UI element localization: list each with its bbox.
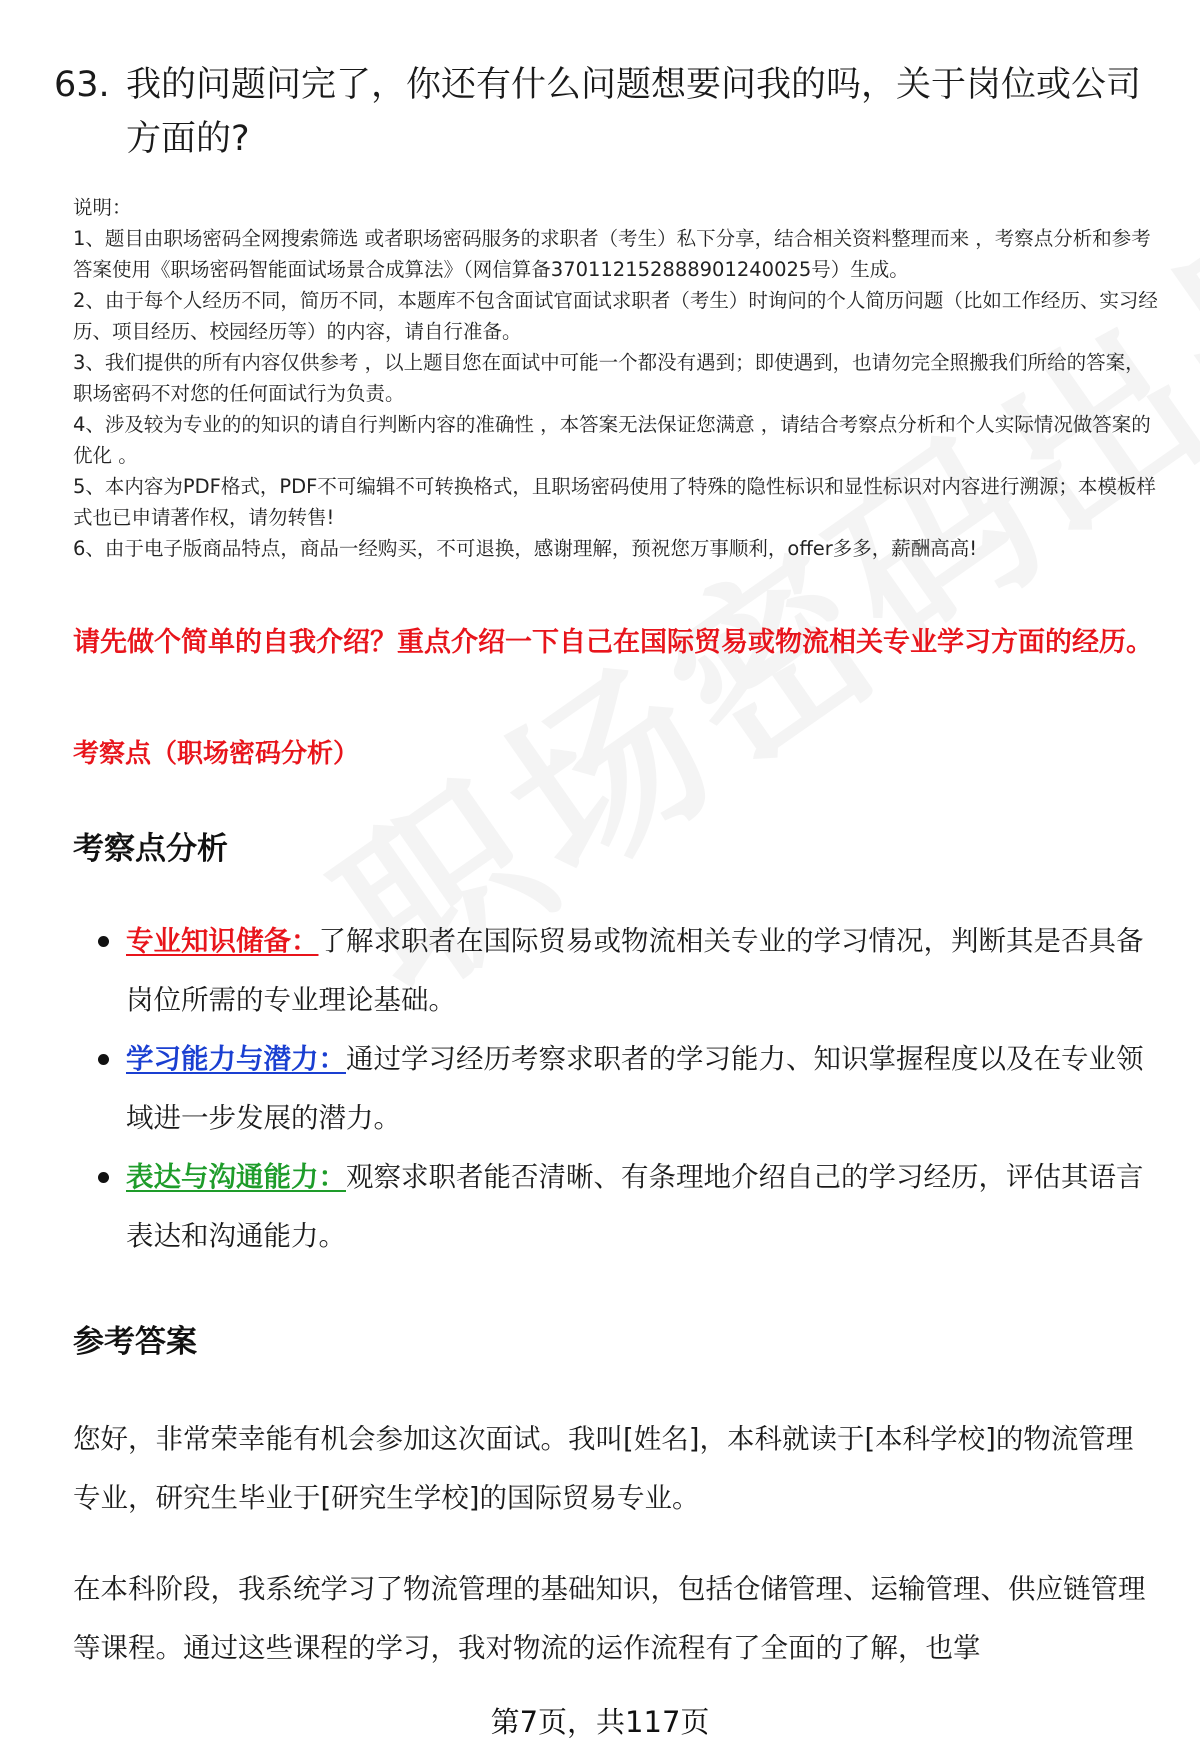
analysis-list xyxy=(98,912,1158,1266)
intro-question: 请先做个简单的自我介绍？重点介绍一下自己在国际贸易或物流相关专业学习方面的经历。 xyxy=(73,627,1153,658)
answer-paragraph: 您好，非常荣幸能有机会参加这次面试。我叫[姓名]，本科就读于[本科学校]的物流管理专业，研究生毕业于[研究生学校]的国际贸易专业。 xyxy=(73,1423,1134,1514)
bullet-icon xyxy=(98,1172,109,1183)
notes-item: 3、我们提供的所有内容仅供参考 ，以上题目您在面试中可能一个都没有遇到；即使遇到，也请勿完全照搬我们所给的答案，职场密码不对您的任何面试行为负责。 xyxy=(73,351,1145,405)
notes-item: 2、由于每个人经历不同，简历不同，本题库不包含面试官面试求职者（考生）时询问的个人简历问题（比如工作经历、实习经历、项目经历、校园经历等）的内容，请自行准备。 xyxy=(73,289,1158,343)
page-footer: 第7页，共117页 xyxy=(490,1705,710,1739)
bullet-icon xyxy=(98,936,109,947)
bullet-text: 了解求职者在国际贸易或物流相关专业的学习情况，判断其是否具备岗位所需的专业理论基础。 xyxy=(126,925,1144,1016)
list-item xyxy=(98,1148,1158,1266)
notes-item: 1、题目由职场密码全网搜索筛选 或者职场密码服务的求职者（考生）私下分享，结合相关资料整理而来 ，考察点分析和参考答案使用《职场密码智能面试场景合成算法》（网信算备370112152888901240025号）生成。 xyxy=(73,227,1151,281)
notes-item: 5、本内容为PDF格式，PDF不可编辑不可转换格式，且职场密码使用了特殊的隐性标识和显性标识对内容进行溯源；本模板样式也已申请著作权，请勿转售! xyxy=(73,475,1156,529)
notes-item: 4、涉及较为专业的的知识的请自行判断内容的准确性 ，本答案无法保证您满意 ，请结合考察点分析和个人实际情况做答案的优化 。 xyxy=(73,413,1151,467)
bullet-icon xyxy=(98,1054,109,1065)
notes-item: 6、由于电子版商品特点，商品一经购买，不可退换，感谢理解，预祝您万事顺利，offer多多，薪酬高高! xyxy=(73,537,978,560)
question-number: 63. xyxy=(54,65,110,105)
answer-heading: 参考答案 xyxy=(73,1324,197,1360)
question-title xyxy=(54,58,1154,166)
bullet-lead: 专业知识储备： xyxy=(126,925,319,957)
bullet-lead: 表达与沟通能力： xyxy=(126,1161,346,1193)
notes-section xyxy=(73,192,1163,564)
list-item xyxy=(98,1030,1158,1148)
notes-heading: 说明： xyxy=(73,196,132,219)
bullet-text: 通过学习经历考察求职者的学习能力、知识掌握程度以及在专业领域进一步发展的潜力。 xyxy=(126,1043,1144,1134)
question-text: 我的问题问完了，你还有什么问题想要问我的吗，关于岗位或公司方面的? xyxy=(126,65,1142,159)
answer-paragraph: 在本科阶段，我系统学习了物流管理的基础知识，包括仓储管理、运输管理、供应链管理等课程。通过这些课程的学习，我对物流的运作流程有了全面的了解，也掌 xyxy=(73,1573,1146,1664)
bullet-text: 观察求职者能否清晰、有条理地介绍自己的学习经历，评估其语言表达和沟通能力。 xyxy=(126,1161,1144,1252)
bullet-lead: 学习能力与潜力： xyxy=(126,1043,346,1075)
analysis-heading: 考察点分析 xyxy=(73,831,228,867)
list-item xyxy=(98,912,1158,1030)
analysis-label: 考察点（职场密码分析） xyxy=(73,739,360,769)
